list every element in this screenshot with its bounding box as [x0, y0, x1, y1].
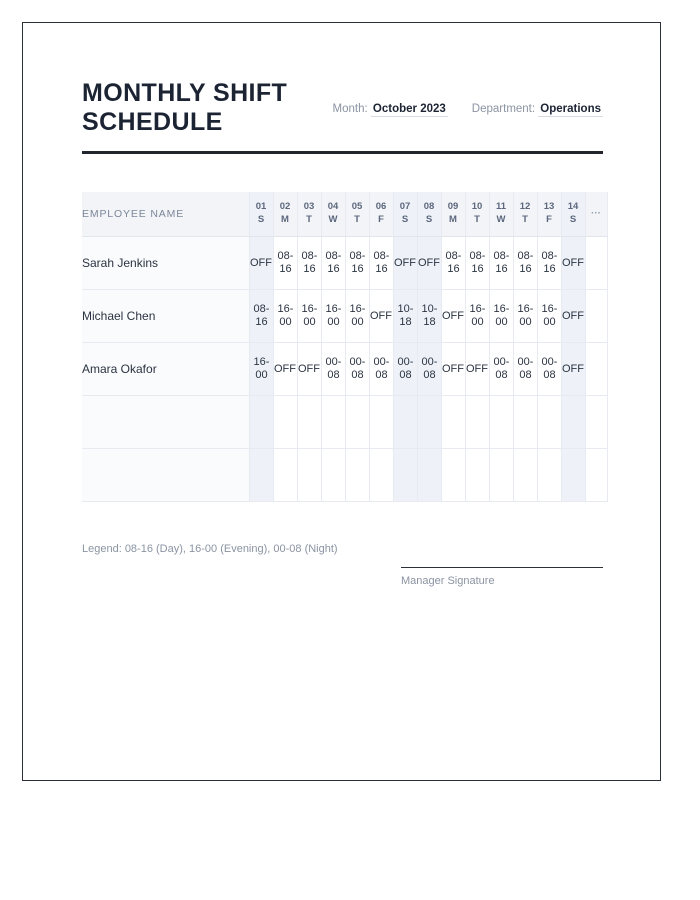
shift-cell[interactable] — [273, 343, 297, 396]
shift-cell[interactable] — [537, 449, 561, 502]
shift-value: 16-00 — [253, 356, 270, 381]
shift-value: 08-16 — [517, 250, 534, 275]
day-of-week: F — [378, 213, 384, 225]
day-of-week: T — [354, 213, 360, 225]
shift-value: OFF — [562, 309, 584, 322]
column-header-day-07 — [393, 192, 417, 237]
shift-value: 16-00 — [541, 303, 558, 328]
shift-cell[interactable] — [273, 449, 297, 502]
shift-cell[interactable] — [345, 343, 369, 396]
shift-cell[interactable] — [297, 396, 321, 449]
shift-value: 16-00 — [277, 303, 294, 328]
column-header-employee-name: EMPLOYEE NAME — [82, 192, 249, 237]
day-number: 13 — [543, 201, 555, 213]
shift-value: OFF — [442, 309, 464, 322]
day-of-week: T — [306, 213, 312, 225]
shift-cell[interactable] — [273, 290, 297, 343]
shift-cell[interactable] — [489, 449, 513, 502]
signature-area — [82, 567, 603, 587]
shift-cell[interactable] — [489, 396, 513, 449]
shift-cell[interactable] — [393, 343, 417, 396]
shift-cell[interactable] — [345, 396, 369, 449]
table-row — [82, 343, 607, 396]
shift-value: 08-16 — [445, 250, 462, 275]
shift-value: 08-16 — [541, 250, 558, 275]
document-header — [82, 79, 603, 138]
shift-value: 00-08 — [373, 356, 390, 381]
shift-cell[interactable] — [489, 290, 513, 343]
table-row — [82, 449, 607, 502]
shift-value: 00-08 — [325, 356, 342, 381]
shift-value: 00-08 — [517, 356, 534, 381]
signature-line[interactable] — [401, 567, 603, 568]
shift-value: 08-16 — [325, 250, 342, 275]
shift-value: OFF — [562, 256, 584, 269]
page-title: MONTHLY SHIFT SCHEDULE — [82, 79, 288, 137]
shift-cell[interactable] — [369, 290, 393, 343]
table-body — [82, 237, 607, 502]
shift-value: 08-16 — [349, 250, 366, 275]
table-head — [82, 192, 607, 237]
day-number: 01 — [255, 201, 267, 213]
shift-value: 00-08 — [349, 356, 366, 381]
shift-cell[interactable] — [417, 237, 441, 290]
employee-name-cell[interactable]: Sarah Jenkins — [82, 237, 249, 290]
schedule-table — [82, 192, 608, 503]
table-row — [82, 290, 607, 343]
day-number: 10 — [471, 201, 483, 213]
shift-value: OFF — [418, 256, 440, 269]
month-field — [333, 101, 448, 119]
shift-cell[interactable] — [369, 343, 393, 396]
month-value[interactable]: October 2023 — [372, 103, 446, 115]
shift-cell[interactable] — [249, 343, 273, 396]
shift-value: 08-16 — [469, 250, 486, 275]
shift-cell[interactable] — [561, 237, 585, 290]
shift-cell[interactable] — [321, 290, 345, 343]
day-of-week: M — [281, 213, 289, 225]
shift-cell[interactable] — [369, 237, 393, 290]
shift-cell[interactable] — [417, 449, 441, 502]
shift-cell[interactable] — [369, 449, 393, 502]
shift-cell[interactable] — [393, 290, 417, 343]
column-header-day-11 — [489, 192, 513, 237]
shift-cell[interactable] — [441, 343, 465, 396]
overflow-cell — [585, 396, 607, 449]
column-header-day-02 — [273, 192, 297, 237]
shift-cell[interactable] — [297, 290, 321, 343]
title-divider — [82, 151, 603, 154]
schedule-table-wrapper — [82, 192, 603, 503]
shift-cell[interactable] — [465, 237, 489, 290]
shift-cell[interactable] — [345, 290, 369, 343]
day-number: 04 — [327, 201, 339, 213]
shift-value: OFF — [466, 362, 488, 375]
employee-name-cell[interactable] — [82, 396, 249, 449]
table-header-row — [82, 192, 607, 237]
shift-cell[interactable] — [345, 449, 369, 502]
shift-value: OFF — [298, 362, 320, 375]
shift-value: 08-16 — [277, 250, 294, 275]
shift-cell[interactable] — [393, 449, 417, 502]
shift-value: 16-00 — [301, 303, 318, 328]
shift-cell[interactable] — [273, 237, 297, 290]
employee-name-cell[interactable]: Amara Okafor — [82, 343, 249, 396]
shift-value: 10-18 — [421, 303, 438, 328]
shift-value: OFF — [442, 362, 464, 375]
shift-cell[interactable] — [489, 237, 513, 290]
shift-cell[interactable] — [321, 343, 345, 396]
department-field — [472, 101, 603, 119]
day-of-week: F — [546, 213, 552, 225]
shift-value: 08-16 — [253, 303, 270, 328]
shift-cell[interactable] — [249, 237, 273, 290]
shift-value: 10-18 — [397, 303, 414, 328]
day-number: 05 — [351, 201, 363, 213]
shift-cell[interactable] — [369, 396, 393, 449]
column-header-day-06 — [369, 192, 393, 237]
shift-cell[interactable] — [321, 237, 345, 290]
shift-cell[interactable] — [417, 396, 441, 449]
month-label: Month: — [332, 103, 368, 115]
shift-cell[interactable] — [513, 396, 537, 449]
shift-value: 00-08 — [541, 356, 558, 381]
shift-cell[interactable] — [465, 343, 489, 396]
employee-name-cell[interactable]: Michael Chen — [82, 290, 249, 343]
employee-name-cell[interactable] — [82, 449, 249, 502]
column-header-day-04 — [321, 192, 345, 237]
shift-cell[interactable] — [249, 449, 273, 502]
shift-cell[interactable] — [513, 290, 537, 343]
shift-cell[interactable] — [513, 343, 537, 396]
page-content — [82, 79, 603, 587]
day-number: 09 — [447, 201, 459, 213]
column-header-day-01 — [249, 192, 273, 237]
day-of-week: M — [449, 213, 457, 225]
day-number: 06 — [375, 201, 387, 213]
shift-value: 16-00 — [469, 303, 486, 328]
day-of-week: W — [328, 213, 338, 225]
signature-box — [401, 567, 603, 587]
legend: Legend: 08-16 (Day), 16-00 (Evening), 00-08 (Night) — [82, 543, 338, 555]
day-of-week: T — [474, 213, 480, 225]
shift-value: 16-00 — [493, 303, 510, 328]
signature-label: Manager Signature — [401, 575, 495, 587]
day-number: 12 — [519, 201, 531, 213]
shift-cell[interactable] — [561, 396, 585, 449]
shift-cell[interactable] — [561, 449, 585, 502]
shift-cell[interactable] — [561, 290, 585, 343]
document-page — [22, 22, 661, 781]
shift-cell[interactable] — [561, 343, 585, 396]
day-of-week: W — [496, 213, 506, 225]
overflow-cell — [585, 237, 607, 290]
shift-cell[interactable] — [537, 237, 561, 290]
shift-value: OFF — [274, 362, 296, 375]
shift-cell[interactable] — [441, 290, 465, 343]
shift-cell[interactable] — [273, 396, 297, 449]
shift-cell[interactable] — [249, 290, 273, 343]
column-header-day-14 — [561, 192, 585, 237]
column-header-day-13 — [537, 192, 561, 237]
shift-value: OFF — [370, 309, 392, 322]
day-of-week: S — [425, 213, 433, 225]
shift-cell[interactable] — [537, 290, 561, 343]
overflow-cell — [585, 449, 607, 502]
shift-cell[interactable] — [417, 290, 441, 343]
shift-cell[interactable] — [465, 396, 489, 449]
shift-cell[interactable] — [345, 237, 369, 290]
shift-value: 16-00 — [517, 303, 534, 328]
overflow-cell — [585, 343, 607, 396]
day-number: 08 — [423, 201, 435, 213]
shift-value: 00-08 — [421, 356, 438, 381]
shift-cell[interactable] — [297, 343, 321, 396]
shift-value: 08-16 — [301, 250, 318, 275]
shift-value: 08-16 — [373, 250, 390, 275]
day-number: 11 — [495, 201, 507, 213]
shift-cell[interactable] — [321, 396, 345, 449]
column-header-day-05 — [345, 192, 369, 237]
shift-cell[interactable] — [513, 237, 537, 290]
shift-value: OFF — [250, 256, 272, 269]
shift-cell[interactable] — [441, 396, 465, 449]
column-header-day-08 — [417, 192, 441, 237]
column-header-day-10 — [465, 192, 489, 237]
shift-cell[interactable] — [297, 449, 321, 502]
department-label: Department: — [471, 103, 536, 115]
shift-value: 00-08 — [493, 356, 510, 381]
shift-value: 16-00 — [325, 303, 342, 328]
department-value[interactable]: Operations — [540, 103, 601, 115]
shift-value: OFF — [394, 256, 416, 269]
day-of-week: S — [401, 213, 409, 225]
day-number: 02 — [279, 201, 291, 213]
shift-cell[interactable] — [249, 396, 273, 449]
day-number: 03 — [303, 201, 315, 213]
shift-value: OFF — [562, 362, 584, 375]
shift-cell[interactable] — [393, 396, 417, 449]
shift-cell[interactable] — [537, 343, 561, 396]
table-row — [82, 396, 607, 449]
column-header-day-12 — [513, 192, 537, 237]
day-number: 14 — [567, 201, 579, 213]
shift-value: 08-16 — [493, 250, 510, 275]
overflow-cell — [585, 290, 607, 343]
shift-cell[interactable] — [393, 237, 417, 290]
shift-cell[interactable] — [441, 449, 465, 502]
day-of-week: S — [257, 213, 265, 225]
shift-cell[interactable] — [513, 449, 537, 502]
shift-cell[interactable] — [465, 290, 489, 343]
shift-value: 16-00 — [349, 303, 366, 328]
shift-cell[interactable] — [465, 449, 489, 502]
shift-cell[interactable] — [489, 343, 513, 396]
column-header-day-09 — [441, 192, 465, 237]
meta-fields — [333, 79, 603, 119]
table-row — [82, 237, 607, 290]
column-header-day-03 — [297, 192, 321, 237]
shift-cell[interactable] — [537, 396, 561, 449]
shift-cell[interactable] — [297, 237, 321, 290]
shift-value: 00-08 — [397, 356, 414, 381]
day-of-week: S — [569, 213, 577, 225]
shift-cell[interactable] — [417, 343, 441, 396]
day-of-week: T — [522, 213, 528, 225]
shift-cell[interactable] — [441, 237, 465, 290]
shift-cell[interactable] — [321, 449, 345, 502]
day-number: 07 — [399, 201, 411, 213]
column-header-more: ··· — [585, 192, 607, 237]
